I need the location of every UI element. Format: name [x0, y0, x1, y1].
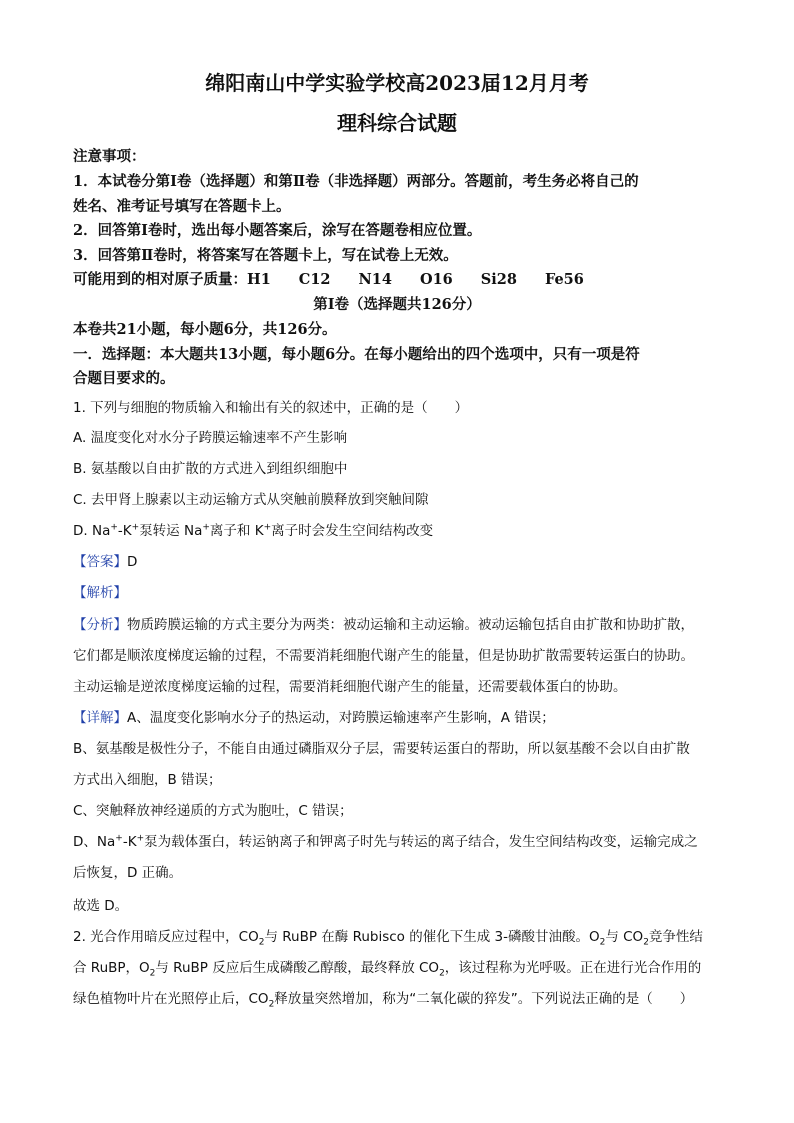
answer-value: D: [127, 554, 138, 570]
atomic-mass-fe: Fe56: [544, 271, 584, 288]
question-2-line-1: 2. 光合作用暗反应过程中，$CO_2$与 RuBP 在酶 Rubisco 的催化下生成 3-磷酸甘油酸。$O_2$与 $CO_2$竞争性结: [73, 929, 703, 948]
atomic-mass-n: N14: [358, 271, 392, 288]
notice-item-1-line-2: 姓名、准考证号填写在答题卡上。: [73, 198, 291, 215]
atomic-mass-h: H1: [247, 271, 271, 288]
fenxi-line-2: 它们都是顺浓度梯度运输的过程，不需要消耗细胞代谢产生的能量，但是协助扩散需要转运蛋白的协助。: [73, 648, 694, 664]
xiangjie-a: 【详解】A、温度变化影响水分子的热运动，对跨膜运输速率产生影响，A 错误；: [73, 710, 555, 726]
question-1-option-b: B. 氨基酸以自由扩散的方式进入到组织细胞中: [73, 461, 348, 477]
xiangjie-b-line-1: B、氨基酸是极性分子，不能自由通过磷脂双分子层，需要转运蛋白的帮助，所以氨基酸不会以自由扩散: [73, 741, 690, 757]
fenxi-line-1: 【分析】物质跨膜运输的方式主要分为两类：被动运输和主动运输。被动运输包括自由扩散和协助扩散，: [73, 617, 694, 633]
xiangjie-b-line-2: 方式出入细胞，B 错误；: [73, 772, 222, 788]
question-1-conclusion: 故选 D。: [73, 898, 129, 914]
question-2-line-2: 合 RuBP，$O_2$与 RuBP 反应后生成磷酸乙醇酸，最终释放 $CO_2$，该过程称为光呼吸。正在进行光合作用的: [73, 960, 702, 979]
xiangjie-tag: 【详解】: [73, 710, 127, 726]
xiangjie-d-line-2: 后恢复，D 正确。: [73, 865, 183, 881]
answer-tag: 【答案】: [73, 554, 127, 570]
exam-subtitle: 理科综合试题: [337, 111, 457, 135]
question-1-option-d: D. Na+-K+泵转运 Na+离子和 K+离子时会发生空间结构改变: [73, 522, 434, 539]
section-1-summary: 本卷共21小题，每小题6分，共126分。: [73, 321, 337, 338]
atomic-mass-o: O16: [419, 271, 453, 288]
xiangjie-d-line-1: D、Na+-K+泵为载体蛋白，转运钠离子和钾离子时先与转运的离子结合，发生空间结构改变，运输完成之: [73, 833, 698, 850]
question-1-answer: [73, 552, 723, 572]
fenxi-line-3: 主动运输是逆浓度梯度运输的过程，需要消耗细胞代谢产生的能量，还需要载体蛋白的协助。: [73, 679, 627, 695]
atomic-mass-c: C12: [298, 271, 331, 288]
fenxi-tag: 【分析】: [73, 617, 127, 633]
question-1-option-c: C. 去甲肾上腺素以主动运输方式从突触前膜释放到突触间隙: [73, 492, 429, 508]
notice-item-3: 3．回答第Ⅱ卷时，将答案写在答题卡上，写在试卷上无效。: [73, 247, 458, 264]
atomic-mass-si: Si28: [480, 271, 517, 288]
notice-item-2: 2．回答第Ⅰ卷时，选出每小题答案后，涂写在答题卷相应位置。: [73, 222, 482, 239]
question-2-line-3: 绿色植物叶片在光照停止后，$CO_2$释放量突然增加，称为“二氧化碳的猝发”。下列说法正确的是（ ）: [73, 991, 694, 1010]
part-1-instruction-line-2: 合题目要求的。: [73, 370, 175, 387]
question-1-stem: 1. 下列与细胞的物质输入和输出有关的叙述中，正确的是（ ）: [73, 400, 469, 416]
xiangjie-c: C、突触释放神经递质的方式为胞吐，C 错误；: [73, 803, 353, 819]
exam-title: 绵阳南山中学实验学校高2023届12月月考: [205, 71, 589, 95]
analysis-tag: 【解析】: [73, 585, 127, 601]
question-1-option-a: A. 温度变化对水分子跨膜运输速率不产生影响: [73, 430, 348, 446]
section-1-heading: 第Ⅰ卷（选择题共126分）: [313, 296, 481, 313]
atomic-mass-label: 可能用到的相对原子质量：: [73, 271, 247, 288]
notice-item-1-line-1: 1．本试卷分第Ⅰ卷（选择题）和第Ⅱ卷（非选择题）两部分。答题前，考生务必将自己的: [73, 173, 639, 190]
atomic-mass-line: [73, 270, 723, 290]
part-1-instruction-line-1: 一．选择题：本大题共13小题，每小题6分。在每小题给出的四个选项中，只有一项是符: [73, 346, 640, 363]
notice-heading: 注意事项：: [73, 148, 146, 165]
